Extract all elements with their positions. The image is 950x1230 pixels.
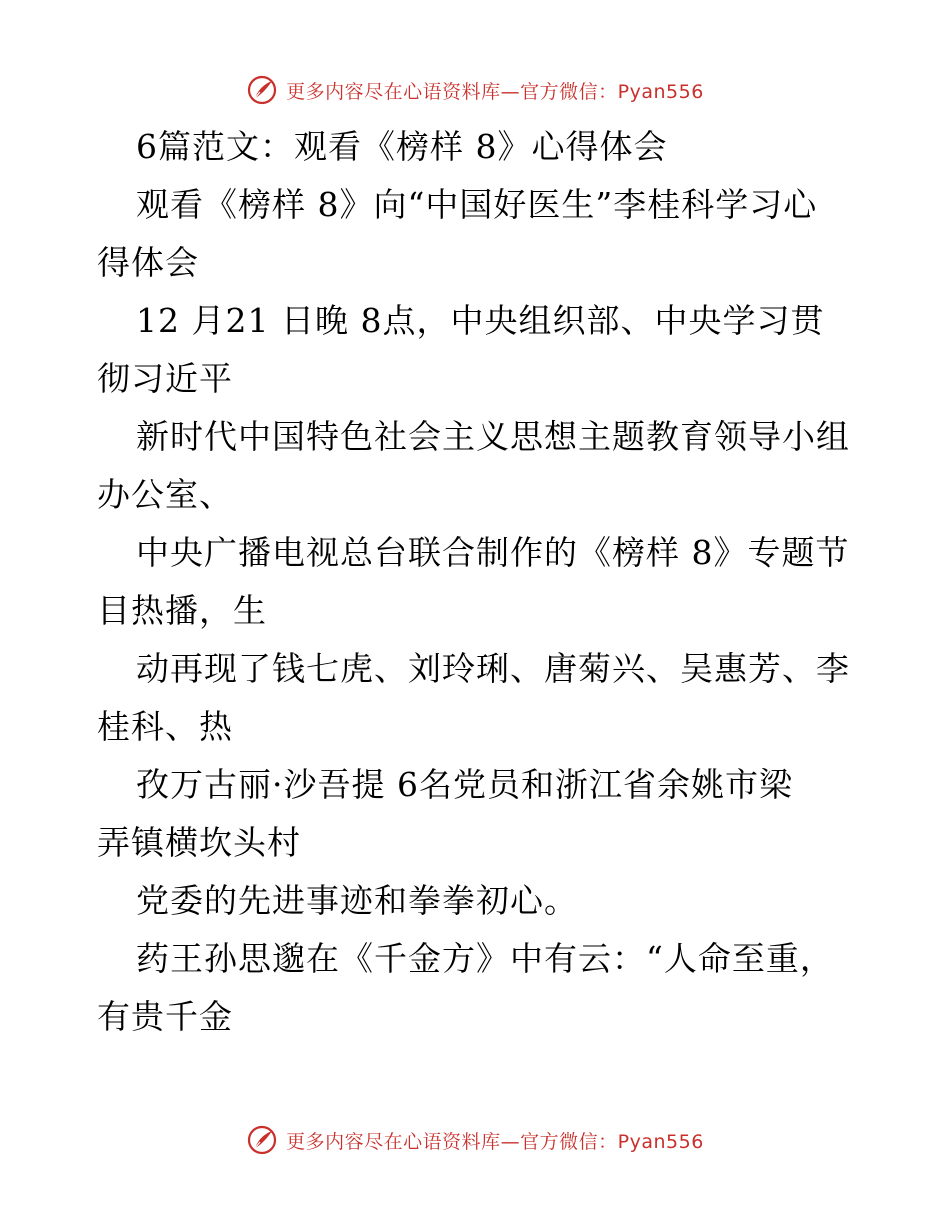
header-banner-text: 更多内容尽在心语资料库—官方微信：Pyan556: [286, 80, 704, 103]
doc-line-13: 弄镇横坎头村: [97, 823, 301, 862]
doc-line-2: 观看《榜样 8》向“中国好医生”李桂科学习心: [136, 185, 818, 224]
doc-line-3: 得体会: [97, 243, 199, 282]
doc-line-14: 党委的先进事迹和拳拳初心。: [136, 881, 578, 920]
doc-line-15: 药王孙思邈在《千金方》中有云：“人命至重，: [136, 939, 834, 978]
feather-pen-logo-icon: [246, 74, 278, 106]
footer-banner: [0, 1122, 950, 1158]
doc-line-10: 动再现了钱七虎、刘玲琍、唐菊兴、吴惠芳、李: [136, 649, 850, 688]
doc-line-8: 中央广播电视总台联合制作的《榜样 8》专题节: [136, 533, 850, 572]
header-banner: [0, 72, 950, 108]
doc-line-1: 6篇范文：观看《榜样 8》心得体会: [136, 127, 668, 166]
doc-line-16: 有贵千金: [97, 997, 233, 1036]
document-body: [97, 118, 857, 1046]
doc-line-6: 新时代中国特色社会主义思想主题教育领导小组: [136, 417, 850, 456]
doc-line-7: 办公室、: [97, 475, 233, 514]
footer-banner-text: 更多内容尽在心语资料库—官方微信：Pyan556: [286, 1130, 704, 1153]
doc-line-9: 目热播，生: [97, 591, 267, 630]
doc-line-11: 桂科、热: [97, 707, 233, 746]
feather-pen-logo-icon: [246, 1124, 278, 1156]
doc-line-4: 12 月21 日晚 8点，中央组织部、中央学习贯: [136, 301, 825, 340]
doc-line-12: 孜万古丽·沙吾提 6名党员和浙江省余姚市梁: [136, 765, 793, 804]
doc-line-5: 彻习近平: [97, 359, 233, 398]
